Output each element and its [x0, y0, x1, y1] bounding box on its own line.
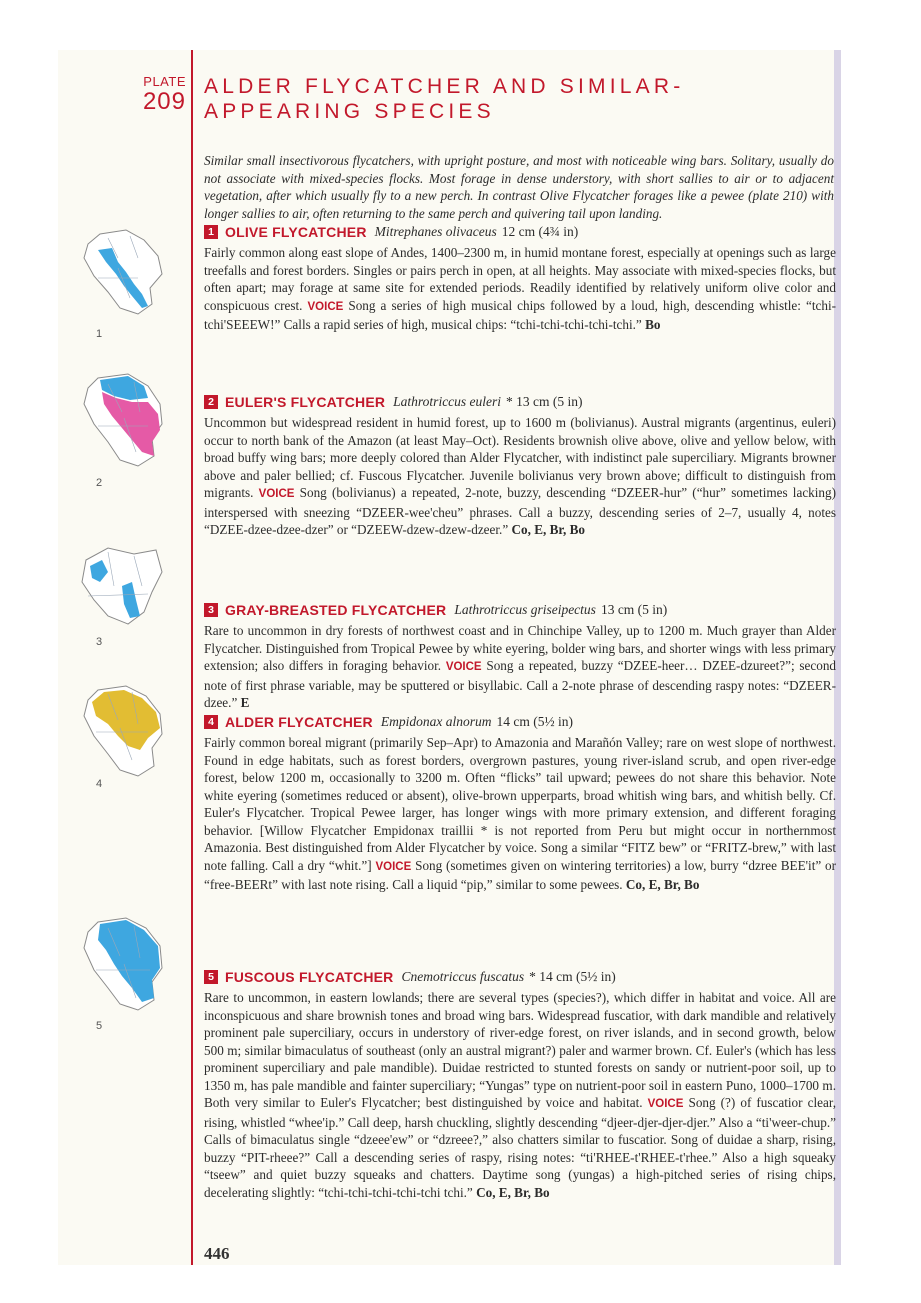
intro-paragraph: Similar small insectivorous flycatchers, with upright posture, and most with noticeable wing bars. Solitary, usually do not associate with mixed-species flocks. Most forage in dense understory, with short sallies to air or to adjacent vegetation, after which usually fly to a new perch. In contrast Olive Flycatcher forages like a pewee (plate 210) with longer sallies to air, often returning to the same perch and quivering tail upon landing. [204, 153, 834, 221]
voice-label: VOICE [647, 1098, 684, 1110]
species-text [204, 414, 836, 539]
species-number: 4 [204, 715, 218, 729]
map-label: 5 [96, 1020, 103, 1032]
country-codes: E [240, 695, 250, 710]
species-description: Rare to uncommon, in eastern lowlands; there are several types (species?), which differ in habitat and voice. All are inconspicuous and share brownish tones and broad wing bars. Widespread fuscatior, with dark mandible and relatively prominent pale superciliary, occurs in understory of river-edge forest, on river islands, and in second growth, below 500 m; similar bimaculatus of southeast (only an austral migrant?) paler and warmer brown. Cf. Euler's (which has less prominent superciliary and pale mandible). Duidae restricted to stunted forests on sandy or nutrient-poor soil, up to 1350 m, has pale mandible and fainter superciliary; “Yungas” type on nutrient-poor soil in eastern Puno, 1000–1700 m. Both very similar to Euler's Flycatcher; best distinguished by voice and habitat. [204, 990, 836, 1110]
range-map [78, 228, 168, 318]
voice-description: Song (sometimes given on wintering territories) a low, burry “dzree BEE'it” or “free-BEERt” with last note rising. Call a liquid “pip,” similar to some pewees. [204, 857, 837, 892]
species-description: Uncommon but widespread resident in humid forest, up to 1600 m (bolivianus). Austral migrants (argentinus, euleri) occur to north bank of the Amazon (at least May–Oct). Residents brownish olive above, olive and yellow below, with broad buffy wing bars; more deeply colored than Alder Flycatcher, with indistinct pale superciliary. Migrants browner above and paler bellied; cf. Fuscous Flycatcher. Juvenile bolivianus very brown above; difficult to distinguish from migrants. [204, 415, 836, 500]
map-label: 3 [96, 636, 103, 648]
scientific-name: Lathrotriccus euleri [393, 393, 502, 409]
species-header [204, 391, 836, 412]
common-name: EULER'S FLYCATCHER [225, 393, 386, 410]
voice-label: VOICE [307, 300, 344, 313]
species-account [204, 221, 836, 334]
range-map-graphic [78, 372, 168, 472]
species-text [204, 734, 836, 894]
country-codes: Co, E, Br, Bo [476, 1184, 550, 1200]
scientific-name: Empidonax alnorum [380, 713, 492, 729]
body-size: * 14 cm (5½ in) [529, 968, 616, 984]
voice-description: Song (bolivianus) a repeated, 2-note, buzzy, descending “DZEER-hur” (“hur” sometimes lacking) interspersed with sneezing “DZEER-wee'cheu” phrases. Call a buzzy, descending series of 2–7, usually 4, notes “DZEE-dzee-dzee-dzer” or “DZEEW-dzew-dzew-dzeer.” [204, 485, 837, 537]
species-text [204, 622, 836, 712]
plate-title-line1: ALDER FLYCATCHER AND SIMILAR- [204, 75, 685, 98]
common-name: OLIVE FLYCATCHER [225, 223, 367, 240]
species-description: Rare to uncommon in dry forests of northwest coast and in Chinchipe Valley, up to 1200 m. Much grayer than Alder Flycatcher. Distinguished from Tropical Pewee by white eyering, bolder wing bars, and shorter wings with less primary extension; also differs in foraging behavior. [204, 623, 836, 673]
voice-description: Song (?) of fuscatior clear, rising, whistled “whee'ip.” Call deep, harsh chuckling, slightly descending “djeer-djer-djer-djer.” Also a “ti'weer-chup.” Calls of bimaculatus single “dzeee'ew” or “dzreee?,” also chatters similar to fuscatior. Song of duidae a sharp, rising, buzzy “PIT-rheee?” Call a descending series of raspy, rising notes: “ti'RHEE-t'RHEE-t'rhee.” Also a high squeaky “tseew” and quiet buzzy squeaks and chatters. Daytime song (yungas) a high-pitched series of rising chips, decelerating slightly: “tchi-tchi-tchi-tchi-tchi tchi.” [204, 1095, 836, 1200]
common-name: FUSCOUS FLYCATCHER [225, 968, 394, 985]
range-map-graphic [78, 546, 168, 628]
plate-title [204, 74, 824, 124]
body-size: 12 cm (4¾ in) [501, 223, 579, 239]
voice-label: VOICE [375, 860, 412, 873]
map-label: 4 [96, 778, 103, 790]
scientific-name: Cnemotriccus fuscatus [401, 968, 525, 984]
range-map [78, 916, 168, 1016]
species-account [204, 966, 836, 1201]
body-size: * 13 cm (5 in) [506, 393, 583, 409]
country-codes: Co, E, Br, Bo [625, 877, 700, 892]
plate-number: 209 [142, 88, 186, 115]
voice-description: Song a series of high musical chips followed by a loud, high, descending whistle: “tchi-tchi'SEEEW!” Calls a rapid series of high, musical chips: “tchi-tchi-tchi-tchi-tchi.” [204, 297, 836, 332]
species-text [204, 989, 836, 1201]
voice-label: VOICE [445, 661, 482, 673]
range-map-graphic [78, 916, 168, 1016]
species-header [204, 966, 836, 987]
body-size: 14 cm (5½ in) [496, 713, 573, 729]
range-map [78, 372, 168, 472]
country-codes: Co, E, Br, Bo [511, 522, 586, 537]
body-size: 13 cm (5 in) [600, 601, 668, 617]
map-label: 2 [96, 477, 103, 489]
species-account [204, 599, 836, 712]
species-number: 1 [204, 225, 218, 239]
scientific-name: Mitrephanes olivaceus [374, 223, 497, 239]
voice-label: VOICE [258, 488, 295, 500]
common-name: GRAY-BREASTED FLYCATCHER [225, 601, 447, 618]
species-header [204, 221, 836, 242]
margin-rule [191, 50, 193, 1265]
common-name: ALDER FLYCATCHER [225, 713, 373, 730]
species-account [204, 391, 836, 539]
species-description: Fairly common boreal migrant (primarily Sep–Apr) to Amazonia and Marañón Valley; rare on west slope of northwest. Found in edge habitats, such as forest borders, overgrown pastures, young river-island scrub, and open river-edge forest, below 1200 m, occasionally to 3200 m. Often “flicks” tail upward; pewees do not share this behavior. Note white eyering (sometimes reduced or absent), olive-brown upperparts, broad whitish wing bars, and whitish belly. Cf. Euler's Flycatcher. Tropical Pewee larger, has longer wings with more primary extension, and different foraging behavior. [Willow Flycatcher Empidonax traillii * is not reported from Peru but might occur in northernmost Amazonia. Best distinguished from Alder Flycatcher by voice. Song a similar “FITZ bew” or “FRITZ-brew,” with last note falling. Call a dry “whit.”] [204, 735, 836, 873]
range-map [78, 546, 168, 628]
page-number: 446 [204, 1244, 230, 1263]
species-header [204, 711, 836, 732]
range-map-graphic [78, 684, 168, 779]
plate-title-line2: APPEARING SPECIES [204, 100, 495, 123]
voice-description: Song a repeated, buzzy “DZEE-heer… DZEE-dzureet?”; second note of first phrase variable, may be sputtered or bisyllabic. Call a 2-note phrase of descending raspy notes: “DZEER-dzee.” [204, 658, 837, 710]
species-header [204, 599, 836, 620]
range-map [78, 684, 168, 779]
species-number: 5 [204, 970, 218, 984]
species-text [204, 244, 836, 334]
species-account [204, 711, 836, 894]
species-description: Fairly common along east slope of Andes, 1400–2300 m, in humid montane forest, especially at openings such as large treefalls and forest borders. Singles or pairs perch in open, at all heights. May associate with mixed-species flocks, but often apart; may forage at same site for extended periods. Readily identified by relatively uniform olive color and conspicuous crest. [204, 245, 836, 313]
species-number: 2 [204, 395, 218, 409]
plate-label: PLATE [143, 74, 186, 89]
country-codes: Bo [645, 317, 661, 332]
map-label: 1 [96, 328, 103, 340]
scientific-name: Lathrotriccus griseipectus [454, 601, 596, 617]
range-map-graphic [78, 228, 168, 318]
species-number: 3 [204, 603, 218, 617]
